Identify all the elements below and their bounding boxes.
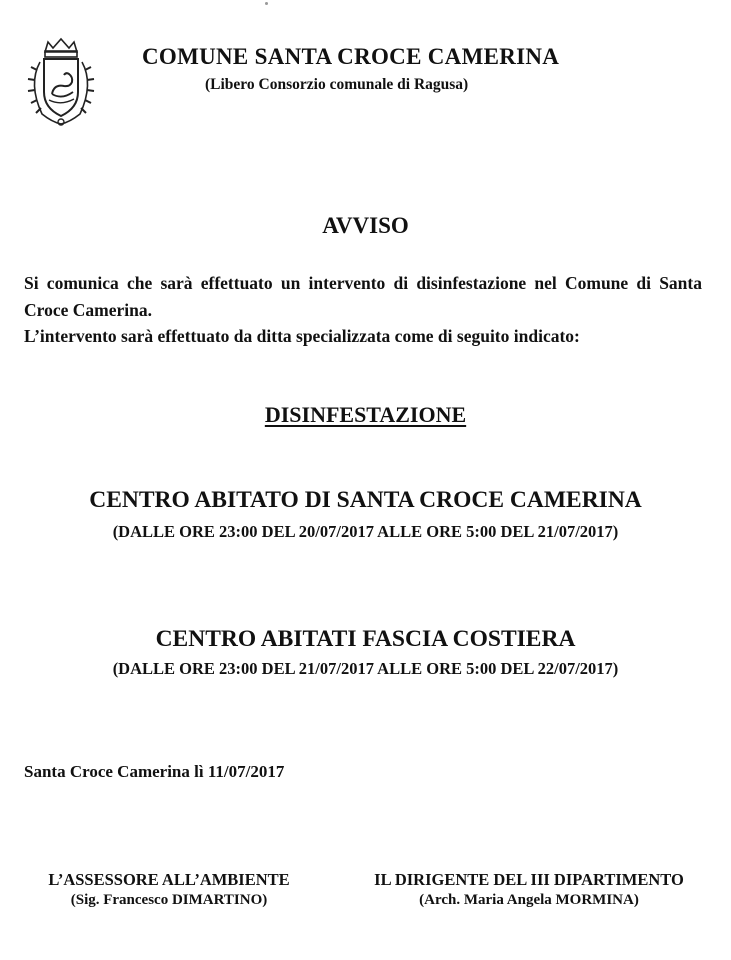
signature-role: IL DIRIGENTE DEL III DIPARTIMENTO — [374, 870, 684, 889]
notice-title: AVVISO — [322, 213, 409, 238]
municipality-title: COMUNE SANTA CROCE CAMERINA — [142, 44, 560, 69]
place-date: Santa Croce Camerina lì 11/07/2017 — [24, 762, 285, 781]
zone-1-time: (DALLE ORE 23:00 DEL 20/07/2017 ALLE ORE 5:00 DEL 21/07/2017) — [112, 522, 619, 541]
signature-name: (Sig. Francesco DIMARTINO) — [70, 892, 268, 908]
section-title: DISINFESTAZIONE — [264, 402, 467, 427]
scan-speck — [265, 2, 268, 5]
zone-2-name: CENTRO ABITATI FASCIA COSTIERA — [155, 626, 576, 652]
consortium-subtitle: (Libero Consorzio comunale di Ragusa) — [205, 76, 469, 93]
zone-1-name: CENTRO ABITATO DI SANTA CROCE CAMERINA — [89, 487, 642, 513]
signature-dirigente — [338, 870, 720, 909]
notice-paragraph-1: Si comunica che sarà effettuato un intervento di disinfestazione nel Comune di Santa Croce Camerina. — [24, 273, 702, 320]
notice-paragraph-2: L’intervento sarà effettuato da ditta specializzata come di seguito indicato: — [24, 326, 580, 346]
signature-assessore — [16, 870, 322, 909]
signature-role: L’ASSESSORE ALL’AMBIENTE — [48, 870, 290, 889]
notice-body — [24, 270, 702, 350]
zone-2-time: (DALLE ORE 23:00 DEL 21/07/2017 ALLE ORE 5:00 DEL 22/07/2017) — [112, 659, 619, 678]
signature-name: (Arch. Maria Angela MORMINA) — [419, 892, 639, 908]
